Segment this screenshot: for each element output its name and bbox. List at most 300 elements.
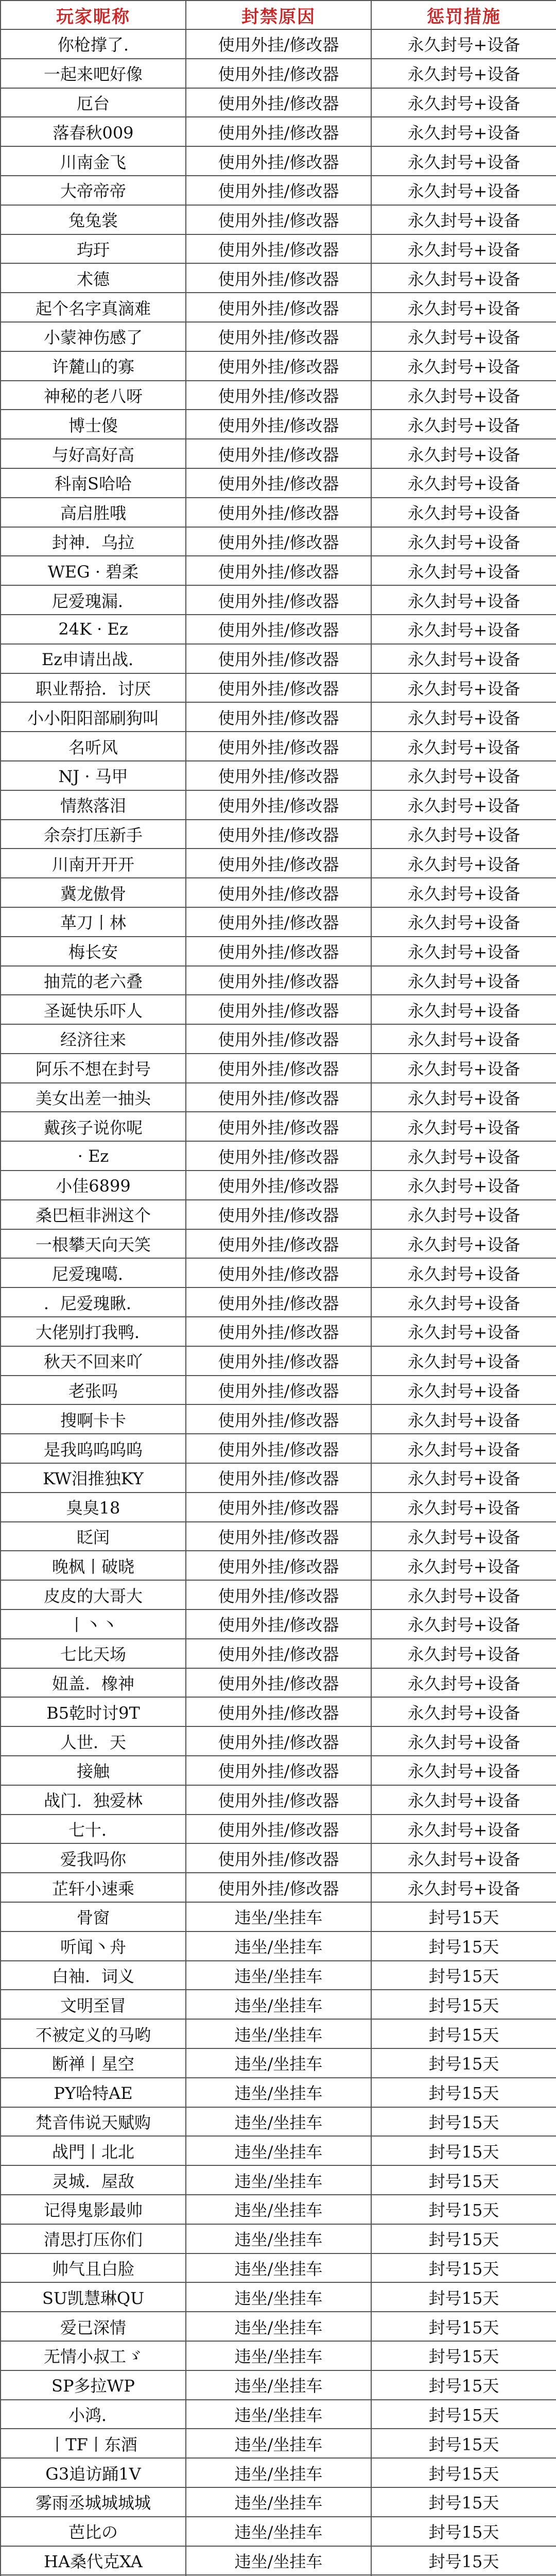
table-row xyxy=(1,556,556,585)
penalty-cell: 永久封号+设备 xyxy=(371,322,556,351)
penalty-cell: 永久封号+设备 xyxy=(371,615,556,644)
player-name-cell: 断禅丨星空 xyxy=(1,2048,186,2078)
table-row xyxy=(1,351,556,381)
table-body xyxy=(1,29,556,2576)
ban-reason-cell: 使用外挂/修改器 xyxy=(186,146,371,176)
player-name-cell: SP多拉WP xyxy=(1,2370,186,2400)
ban-reason-cell: 使用外挂/修改器 xyxy=(186,117,371,146)
table-row xyxy=(1,2487,556,2517)
ban-reason-cell: 违坐/坐挂车 xyxy=(186,2078,371,2107)
table-row xyxy=(1,2517,556,2546)
player-name-cell: 小鸿． xyxy=(1,2400,186,2429)
ban-reason-cell: 使用外挂/修改器 xyxy=(186,351,371,381)
ban-reason-cell: 违坐/坐挂车 xyxy=(186,2429,371,2458)
penalty-cell: 永久封号+设备 xyxy=(371,351,556,381)
player-name-cell: 一起来吧好像 xyxy=(1,59,186,88)
table-row xyxy=(1,2341,556,2370)
ban-reason-cell: 使用外挂/修改器 xyxy=(186,790,371,820)
penalty-cell: 永久封号+设备 xyxy=(371,1815,556,1844)
table-row xyxy=(1,263,556,293)
table-row xyxy=(1,1171,556,1200)
table-row xyxy=(1,1024,556,1054)
table-row xyxy=(1,2078,556,2107)
penalty-cell: 永久封号+设备 xyxy=(371,1434,556,1463)
table-row xyxy=(1,2312,556,2341)
player-name-cell: 情熬落泪 xyxy=(1,790,186,820)
table-row xyxy=(1,1083,556,1112)
player-name-cell: 战门．独爱林 xyxy=(1,1785,186,1815)
player-name-cell: 圣诞快乐吓人 xyxy=(1,995,186,1024)
penalty-cell: 永久封号+设备 xyxy=(371,498,556,527)
ban-reason-cell: 使用外挂/修改器 xyxy=(186,1434,371,1463)
ban-reason-cell: 使用外挂/修改器 xyxy=(186,1463,371,1493)
penalty-cell: 永久封号+设备 xyxy=(371,702,556,732)
ban-reason-cell: 违坐/坐挂车 xyxy=(186,2546,371,2575)
table-row xyxy=(1,966,556,995)
penalty-cell: 永久封号+设备 xyxy=(371,146,556,176)
ban-reason-cell: 违坐/坐挂车 xyxy=(186,2019,371,2048)
table-row xyxy=(1,2282,556,2312)
ban-reason-cell: 使用外挂/修改器 xyxy=(186,1346,371,1376)
penalty-cell: 永久封号+设备 xyxy=(371,439,556,468)
ban-reason-cell: 使用外挂/修改器 xyxy=(186,1551,371,1580)
ban-reason-cell: 使用外挂/修改器 xyxy=(186,1141,371,1171)
ban-reason-cell: 使用外挂/修改器 xyxy=(186,995,371,1024)
player-name-cell: 爱我吗你 xyxy=(1,1843,186,1873)
player-name-cell: 桑巴桓非洲这个 xyxy=(1,1200,186,1229)
ban-reason-cell: 违坐/坐挂车 xyxy=(186,2253,371,2283)
player-name-cell: HA桑代克XA xyxy=(1,2546,186,2575)
player-name-cell: 许麓山的寡 xyxy=(1,351,186,381)
penalty-cell: 永久封号+设备 xyxy=(371,205,556,234)
player-name-cell: 兔兔裳 xyxy=(1,205,186,234)
player-name-cell: NJ · 马甲 xyxy=(1,761,186,790)
player-name-cell: 臭臭18 xyxy=(1,1493,186,1522)
player-name-cell: 雾雨丞城城城城 xyxy=(1,2487,186,2517)
table-row xyxy=(1,1990,556,2019)
table-row xyxy=(1,117,556,146)
penalty-cell: 永久封号+设备 xyxy=(371,1083,556,1112)
ban-reason-cell: 违坐/坐挂车 xyxy=(186,2341,371,2370)
table-row xyxy=(1,761,556,790)
ban-reason-cell: 使用外挂/修改器 xyxy=(186,732,371,761)
ban-reason-cell: 使用外挂/修改器 xyxy=(186,761,371,790)
ban-reason-cell: 使用外挂/修改器 xyxy=(186,1697,371,1726)
table-row xyxy=(1,1404,556,1434)
table-row xyxy=(1,907,556,937)
ban-reason-cell: 使用外挂/修改器 xyxy=(186,1843,371,1873)
ban-reason-cell: 违坐/坐挂车 xyxy=(186,2312,371,2341)
penalty-cell: 封号15天 xyxy=(371,2165,556,2195)
penalty-cell: 永久封号+设备 xyxy=(371,117,556,146)
penalty-cell: 永久封号+设备 xyxy=(371,732,556,761)
player-name-cell: 大帝帝帝 xyxy=(1,176,186,205)
ban-reason-cell: 违坐/坐挂车 xyxy=(186,2048,371,2078)
table-row xyxy=(1,1229,556,1259)
player-name-cell: 无情小叔工ゞ xyxy=(1,2341,186,2370)
player-name-cell: 听闻丶舟 xyxy=(1,1931,186,1961)
player-name-cell: 大佬别打我鸭． xyxy=(1,1317,186,1346)
penalty-cell: 永久封号+设备 xyxy=(371,644,556,673)
ban-reason-cell: 使用外挂/修改器 xyxy=(186,527,371,556)
table-row xyxy=(1,1522,556,1551)
ban-reason-cell: 使用外挂/修改器 xyxy=(186,673,371,703)
penalty-cell: 永久封号+设备 xyxy=(371,966,556,995)
ban-reason-cell: 违坐/坐挂车 xyxy=(186,2458,371,2487)
ban-reason-cell: 使用外挂/修改器 xyxy=(186,1054,371,1083)
ban-reason-cell: 使用外挂/修改器 xyxy=(186,1376,371,1405)
player-name-cell: Ez申请出战． xyxy=(1,644,186,673)
ban-reason-cell: 违坐/坐挂车 xyxy=(186,2165,371,2195)
table-row xyxy=(1,527,556,556)
penalty-cell: 永久封号+设备 xyxy=(371,1639,556,1668)
player-name-cell: 术德 xyxy=(1,263,186,293)
table-row xyxy=(1,644,556,673)
player-name-cell: 妞盖．橡神 xyxy=(1,1668,186,1698)
table-row xyxy=(1,1902,556,1931)
ban-reason-cell: 使用外挂/修改器 xyxy=(186,176,371,205)
table-row xyxy=(1,1580,556,1609)
table-row xyxy=(1,2048,556,2078)
header-penalty: 惩罚措施 xyxy=(371,1,556,29)
penalty-cell: 封号15天 xyxy=(371,2282,556,2312)
ban-reason-cell: 使用外挂/修改器 xyxy=(186,1522,371,1551)
ban-reason-cell: 违坐/坐挂车 xyxy=(186,2487,371,2517)
player-name-cell: 丨丶丶 xyxy=(1,1609,186,1639)
ban-reason-cell: 使用外挂/修改器 xyxy=(186,937,371,966)
player-name-cell: 帅气且白脸 xyxy=(1,2253,186,2283)
table-row xyxy=(1,439,556,468)
player-name-cell: 梅长安 xyxy=(1,937,186,966)
penalty-cell: 永久封号+设备 xyxy=(371,1668,556,1698)
ban-reason-cell: 违坐/坐挂车 xyxy=(186,1961,371,1990)
player-name-cell: 神秘的老八呀 xyxy=(1,381,186,410)
player-name-cell: KW泪推独KY xyxy=(1,1463,186,1493)
penalty-cell: 永久封号+设备 xyxy=(371,1287,556,1317)
header-ban-reason: 封禁原因 xyxy=(186,1,371,29)
player-name-cell: 封神．乌拉 xyxy=(1,527,186,556)
penalty-cell: 永久封号+设备 xyxy=(371,1756,556,1785)
player-name-cell: 接触 xyxy=(1,1756,186,1785)
penalty-cell: 封号15天 xyxy=(371,2487,556,2517)
ban-reason-cell: 使用外挂/修改器 xyxy=(186,615,371,644)
ban-reason-cell: 违坐/坐挂车 xyxy=(186,2224,371,2253)
player-name-cell: 秋天不回来吖 xyxy=(1,1346,186,1376)
player-name-cell: 你枪撑了. xyxy=(1,29,186,59)
player-name-cell: 落春秋009 xyxy=(1,117,186,146)
penalty-cell: 永久封号+设备 xyxy=(371,1551,556,1580)
ban-reason-cell: 使用外挂/修改器 xyxy=(186,820,371,849)
player-name-cell: B5乾时讨9T xyxy=(1,1697,186,1726)
penalty-cell: 封号15天 xyxy=(371,2136,556,2165)
table-row xyxy=(1,1463,556,1493)
table-row xyxy=(1,2136,556,2165)
table-row xyxy=(1,2546,556,2575)
table-row xyxy=(1,585,556,615)
player-name-cell: · Ez xyxy=(1,1141,186,1171)
ban-reason-cell: 使用外挂/修改器 xyxy=(186,1639,371,1668)
ban-reason-cell: 使用外挂/修改器 xyxy=(186,1726,371,1756)
player-name-cell: 七十． xyxy=(1,1815,186,1844)
ban-reason-cell: 使用外挂/修改器 xyxy=(186,205,371,234)
ban-reason-cell: 使用外挂/修改器 xyxy=(186,1580,371,1609)
penalty-cell: 永久封号+设备 xyxy=(371,556,556,585)
player-name-cell: 小小阳阳部刷狗叫 xyxy=(1,702,186,732)
player-name-cell: 骨窗 xyxy=(1,1902,186,1931)
penalty-cell: 永久封号+设备 xyxy=(371,176,556,205)
player-name-cell: 尼爱瑰噶． xyxy=(1,1258,186,1287)
player-name-cell: 爱已深情 xyxy=(1,2312,186,2341)
player-name-cell: 人世．天 xyxy=(1,1726,186,1756)
table-row xyxy=(1,1317,556,1346)
table-row xyxy=(1,1639,556,1668)
table-row xyxy=(1,2165,556,2195)
ban-reason-cell: 使用外挂/修改器 xyxy=(186,644,371,673)
table-row xyxy=(1,1756,556,1785)
ban-reason-cell: 使用外挂/修改器 xyxy=(186,439,371,468)
player-name-cell: 玙玗 xyxy=(1,234,186,264)
table-row xyxy=(1,176,556,205)
table-row xyxy=(1,293,556,322)
penalty-cell: 封号15天 xyxy=(371,2341,556,2370)
table-row xyxy=(1,1726,556,1756)
penalty-cell: 永久封号+设备 xyxy=(371,585,556,615)
player-name-cell: 高启胜哦 xyxy=(1,498,186,527)
penalty-cell: 永久封号+设备 xyxy=(371,1171,556,1200)
table-row xyxy=(1,1376,556,1405)
penalty-cell: 永久封号+设备 xyxy=(371,293,556,322)
table-row xyxy=(1,1112,556,1141)
ban-reason-cell: 使用外挂/修改器 xyxy=(186,234,371,264)
penalty-cell: 永久封号+设备 xyxy=(371,1843,556,1873)
table-row xyxy=(1,234,556,264)
penalty-cell: 封号15天 xyxy=(371,2195,556,2224)
ban-reason-cell: 使用外挂/修改器 xyxy=(186,1083,371,1112)
penalty-cell: 永久封号+设备 xyxy=(371,907,556,937)
table-row xyxy=(1,673,556,703)
ban-reason-cell: 违坐/坐挂车 xyxy=(186,2136,371,2165)
table-row xyxy=(1,2458,556,2487)
player-name-cell: 余奈打压新手 xyxy=(1,820,186,849)
ban-reason-cell: 违坐/坐挂车 xyxy=(186,1902,371,1931)
player-name-cell: ．尼爱瑰瞅． xyxy=(1,1287,186,1317)
table-row xyxy=(1,1287,556,1317)
ban-reason-cell: 使用外挂/修改器 xyxy=(186,1756,371,1785)
penalty-cell: 永久封号+设备 xyxy=(371,1112,556,1141)
table-row xyxy=(1,849,556,878)
player-name-cell: 职业帮拾．讨厌 xyxy=(1,673,186,703)
table-row xyxy=(1,1434,556,1463)
ban-reason-cell: 使用外挂/修改器 xyxy=(186,322,371,351)
penalty-cell: 永久封号+设备 xyxy=(371,1200,556,1229)
penalty-cell: 封号15天 xyxy=(371,2312,556,2341)
ban-reason-cell: 使用外挂/修改器 xyxy=(186,1493,371,1522)
ban-reason-cell: 违坐/坐挂车 xyxy=(186,2282,371,2312)
ban-reason-cell: 使用外挂/修改器 xyxy=(186,1815,371,1844)
table-row xyxy=(1,1931,556,1961)
penalty-cell: 永久封号+设备 xyxy=(371,1258,556,1287)
penalty-cell: 永久封号+设备 xyxy=(371,1463,556,1493)
table-row xyxy=(1,1961,556,1990)
player-name-cell: 战門丨北北 xyxy=(1,2136,186,2165)
player-name-cell: 一根攀天向天笑 xyxy=(1,1229,186,1259)
penalty-cell: 永久封号+设备 xyxy=(371,673,556,703)
ban-reason-cell: 使用外挂/修改器 xyxy=(186,1873,371,1902)
penalty-cell: 永久封号+设备 xyxy=(371,820,556,849)
penalty-cell: 封号15天 xyxy=(371,2400,556,2429)
penalty-cell: 永久封号+设备 xyxy=(371,381,556,410)
penalty-cell: 永久封号+设备 xyxy=(371,88,556,117)
ban-reason-cell: 使用外挂/修改器 xyxy=(186,1317,371,1346)
table-row xyxy=(1,59,556,88)
ban-reason-cell: 违坐/坐挂车 xyxy=(186,2107,371,2137)
table-row xyxy=(1,1551,556,1580)
ban-reason-cell: 使用外挂/修改器 xyxy=(186,966,371,995)
table-row xyxy=(1,615,556,644)
penalty-cell: 封号15天 xyxy=(371,2253,556,2283)
penalty-cell: 封号15天 xyxy=(371,1902,556,1931)
player-name-cell: 美女出差一抽头 xyxy=(1,1083,186,1112)
player-name-cell: 小佳6899 xyxy=(1,1171,186,1200)
penalty-cell: 封号15天 xyxy=(371,2224,556,2253)
ban-reason-cell: 使用外挂/修改器 xyxy=(186,878,371,907)
player-name-cell: 记得鬼影最帅 xyxy=(1,2195,186,2224)
ban-reason-cell: 使用外挂/修改器 xyxy=(186,849,371,878)
table-row xyxy=(1,498,556,527)
penalty-cell: 永久封号+设备 xyxy=(371,1493,556,1522)
player-name-cell: 川南开开开 xyxy=(1,849,186,878)
player-name-cell: 丨TF丨东酒 xyxy=(1,2429,186,2458)
penalty-cell: 封号15天 xyxy=(371,2078,556,2107)
ban-reason-cell: 使用外挂/修改器 xyxy=(186,1404,371,1434)
ban-reason-cell: 使用外挂/修改器 xyxy=(186,410,371,439)
table-row xyxy=(1,322,556,351)
ban-reason-cell: 使用外挂/修改器 xyxy=(186,59,371,88)
table-row xyxy=(1,410,556,439)
ban-reason-cell: 使用外挂/修改器 xyxy=(186,1668,371,1698)
table-row xyxy=(1,1668,556,1698)
table-row xyxy=(1,1609,556,1639)
ban-reason-cell: 使用外挂/修改器 xyxy=(186,1112,371,1141)
table-row xyxy=(1,2019,556,2048)
penalty-cell: 永久封号+设备 xyxy=(371,790,556,820)
penalty-cell: 永久封号+设备 xyxy=(371,1376,556,1405)
penalty-cell: 封号15天 xyxy=(371,2019,556,2048)
penalty-cell: 永久封号+设备 xyxy=(371,1580,556,1609)
player-name-cell: 起个名字真滴难 xyxy=(1,293,186,322)
player-name-cell: 梵音伟说天赋购 xyxy=(1,2107,186,2137)
ban-reason-cell: 使用外挂/修改器 xyxy=(186,1609,371,1639)
ban-reason-cell: 使用外挂/修改器 xyxy=(186,1171,371,1200)
player-name-cell: 厄台 xyxy=(1,88,186,117)
ban-reason-cell: 违坐/坐挂车 xyxy=(186,2370,371,2400)
player-name-cell: 芷轩小速乘 xyxy=(1,1873,186,1902)
penalty-cell: 永久封号+设备 xyxy=(371,1785,556,1815)
ban-reason-cell: 违坐/坐挂车 xyxy=(186,2517,371,2546)
player-name-cell: 抽荒的老六叠 xyxy=(1,966,186,995)
table-row xyxy=(1,1815,556,1844)
table-row xyxy=(1,1054,556,1083)
player-name-cell: SU凯慧琳QU xyxy=(1,2282,186,2312)
player-name-cell: 冀龙傲骨 xyxy=(1,878,186,907)
penalty-cell: 封号15天 xyxy=(371,1961,556,1990)
penalty-cell: 封号15天 xyxy=(371,2517,556,2546)
player-name-cell: 皮皮的大哥大 xyxy=(1,1580,186,1609)
table-row xyxy=(1,1785,556,1815)
player-name-cell: G3追访踊1V xyxy=(1,2458,186,2487)
player-name-cell: 芭比の xyxy=(1,2517,186,2546)
table-row xyxy=(1,1200,556,1229)
table-row xyxy=(1,732,556,761)
penalty-cell: 永久封号+设备 xyxy=(371,1726,556,1756)
player-name-cell: 搜啊卡卡 xyxy=(1,1404,186,1434)
penalty-cell: 永久封号+设备 xyxy=(371,410,556,439)
penalty-cell: 永久封号+设备 xyxy=(371,1697,556,1726)
table-row xyxy=(1,2107,556,2137)
player-name-cell: WEG · 碧柔 xyxy=(1,556,186,585)
player-name-cell: 清思打压你们 xyxy=(1,2224,186,2253)
penalty-cell: 永久封号+设备 xyxy=(371,468,556,498)
penalty-cell: 永久封号+设备 xyxy=(371,1229,556,1259)
table-row xyxy=(1,2370,556,2400)
player-name-cell: 晚枫丨破晓 xyxy=(1,1551,186,1580)
player-name-cell: 24K · Ez xyxy=(1,615,186,644)
player-name-cell: 川南金飞 xyxy=(1,146,186,176)
penalty-cell: 永久封号+设备 xyxy=(371,29,556,59)
table-row xyxy=(1,468,556,498)
player-name-cell: 经济往来 xyxy=(1,1024,186,1054)
table-row xyxy=(1,790,556,820)
penalty-cell: 封号15天 xyxy=(371,2370,556,2400)
ban-reason-cell: 使用外挂/修改器 xyxy=(186,556,371,585)
table-row xyxy=(1,937,556,966)
table-row xyxy=(1,2400,556,2429)
ban-reason-cell: 违坐/坐挂车 xyxy=(186,1931,371,1961)
penalty-cell: 永久封号+设备 xyxy=(371,761,556,790)
penalty-cell: 封号15天 xyxy=(371,2546,556,2575)
penalty-cell: 永久封号+设备 xyxy=(371,1346,556,1376)
player-name-cell: 革刀丨林 xyxy=(1,907,186,937)
penalty-cell: 永久封号+设备 xyxy=(371,1404,556,1434)
penalty-cell: 永久封号+设备 xyxy=(371,527,556,556)
table-row xyxy=(1,2253,556,2283)
table-row xyxy=(1,1258,556,1287)
player-name-cell: PY哈特AE xyxy=(1,2078,186,2107)
player-name-cell: 不被定义的马哟 xyxy=(1,2019,186,2048)
penalty-cell: 永久封号+设备 xyxy=(371,234,556,264)
table-row xyxy=(1,29,556,59)
penalty-cell: 永久封号+设备 xyxy=(371,937,556,966)
table-row xyxy=(1,2429,556,2458)
player-name-cell: 博士傻 xyxy=(1,410,186,439)
player-name-cell: 灵城．屋敌 xyxy=(1,2165,186,2195)
table-row xyxy=(1,1346,556,1376)
penalty-cell: 封号15天 xyxy=(371,1931,556,1961)
penalty-cell: 永久封号+设备 xyxy=(371,1024,556,1054)
player-name-cell: 小蒙神伤感了 xyxy=(1,322,186,351)
ban-reason-cell: 使用外挂/修改器 xyxy=(186,585,371,615)
ban-reason-cell: 使用外挂/修改器 xyxy=(186,907,371,937)
ban-reason-cell: 使用外挂/修改器 xyxy=(186,468,371,498)
penalty-cell: 永久封号+设备 xyxy=(371,1141,556,1171)
table-row xyxy=(1,2224,556,2253)
table-row xyxy=(1,995,556,1024)
penalty-cell: 永久封号+设备 xyxy=(371,1522,556,1551)
table-row xyxy=(1,820,556,849)
player-name-cell: 戴孩子说你呢 xyxy=(1,1112,186,1141)
ban-reason-cell: 违坐/坐挂车 xyxy=(186,2195,371,2224)
penalty-cell: 永久封号+设备 xyxy=(371,1609,556,1639)
